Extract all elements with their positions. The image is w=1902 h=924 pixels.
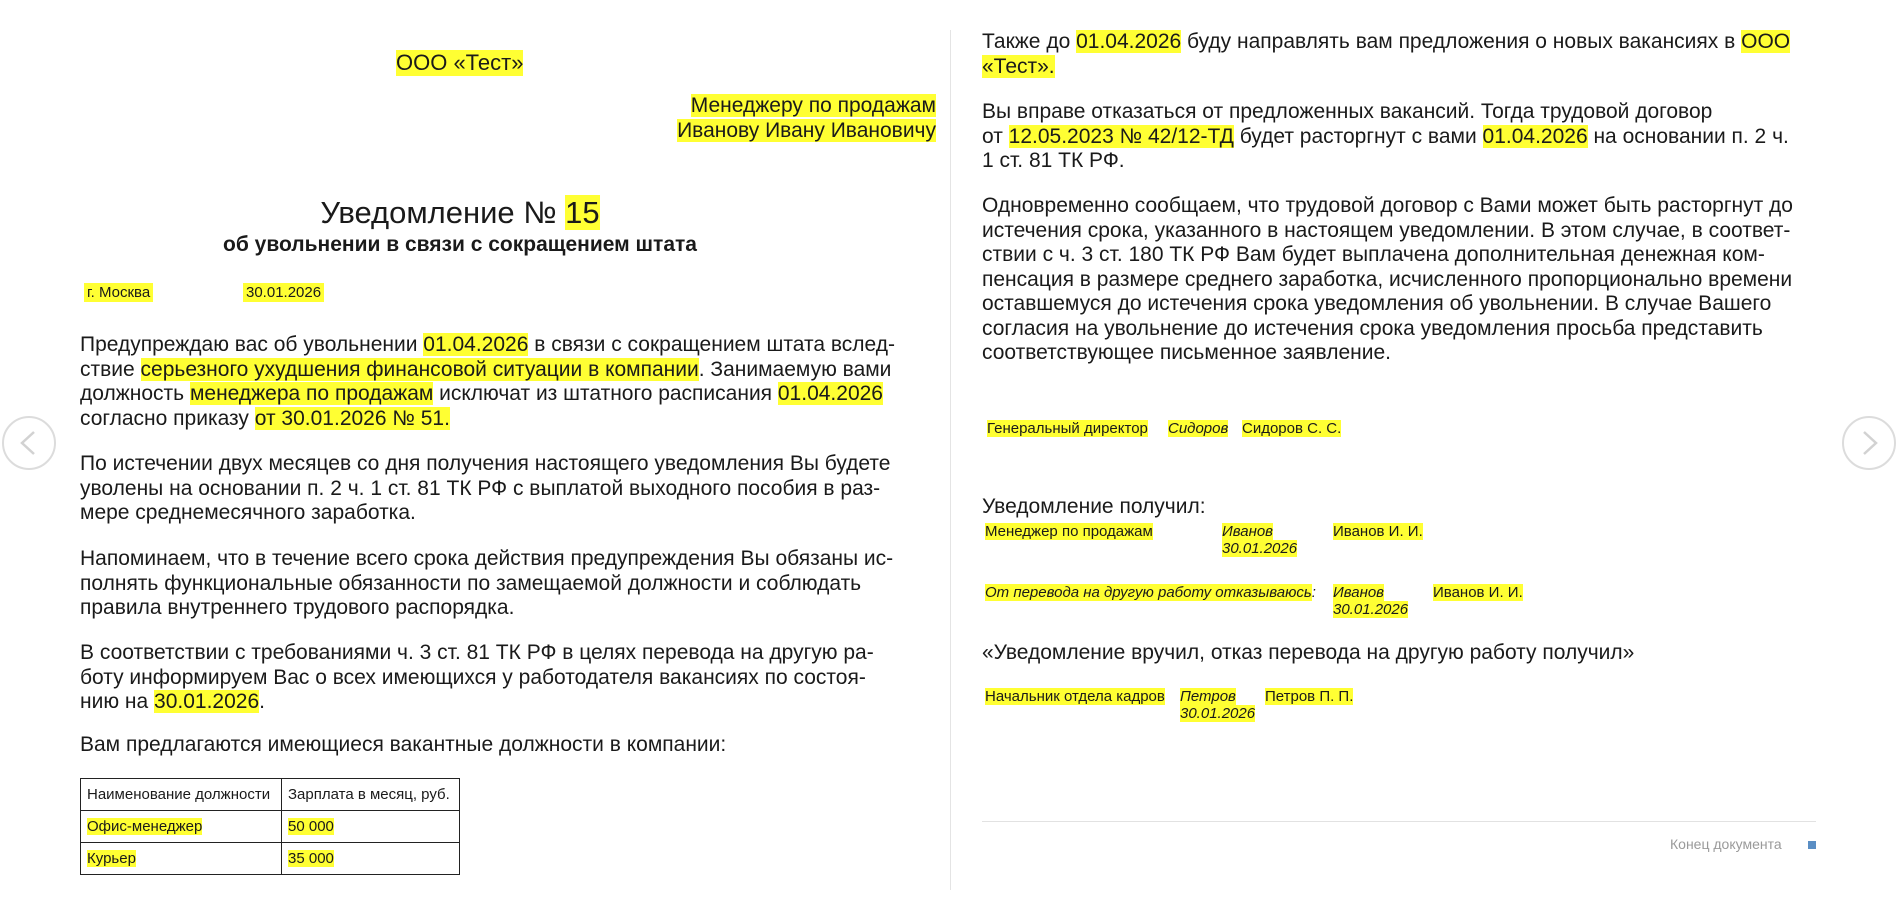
text: на основании п. 2 ч. [1587,124,1789,148]
hr-date: 30.01.2026 [1180,705,1256,722]
text: от [982,124,1009,148]
notice-number: 15 [565,195,600,230]
document-subtitle: об увольнении в связи с сокращением штата [223,233,697,256]
exclusion-date: 01.04.2026 [777,382,883,405]
title-prefix: Уведомление № [320,195,566,230]
receiver-date: 30.01.2026 [1222,540,1298,557]
addressee [677,94,936,143]
refusal-name: Иванов И. И. [1433,584,1523,601]
left-page [0,0,950,924]
text: В соответствии с требованиями ч. 3 ст. 81 ТК РФ в целях перевода на другую ра- [80,641,874,664]
hr-signature: Петров [1180,688,1236,705]
text: оставшемуся до истечения срока уведомления об увольнении. В случае Вашего [982,292,1772,315]
table-header-row [81,779,460,811]
paragraph-dismissal [80,333,940,431]
director-position: Генеральный директор [987,420,1148,437]
termination-date: 01.04.2026 [1482,124,1588,148]
text: . [259,690,265,713]
paragraph-refusal-consequence [982,100,1842,174]
text: согласно приказу [80,406,255,430]
paragraph-early-termination [982,194,1842,366]
text: должность [80,382,190,405]
text: ствие [80,357,141,381]
text: ствии с ч. 3 ст. 180 ТК РФ Вам будет выплачена дополнительная денежная ком- [982,243,1765,266]
dismissal-date: 01.04.2026 [423,333,529,356]
next-page-button[interactable] [1842,416,1896,470]
text: пенсация в размере среднего заработка, исчисленного пропорционально времени [982,267,1793,291]
refusal-signature: Иванов [1333,584,1384,601]
refusal-text: От перевода на другую работу отказываюсь [985,584,1312,601]
text: полнять функциональные обязанности по замещаемой должности и соблюдать [80,571,862,595]
text: в связи с сокращением штата вслед- [528,333,895,356]
position-name: менеджера по продажам [189,382,434,405]
table-header: Зарплата в месяц, руб. [282,779,460,811]
addressee-name: Иванову Ивану Ивановичу [677,118,936,142]
text: согласия на увольнение до истечения срока уведомления просьба представить [982,316,1763,340]
text: 1 ст. 81 ТК РФ. [982,149,1125,172]
received-label: Уведомление получил: [982,495,1206,518]
paragraph-vacancies-offer: Вам предлагаются имеющиеся вакантные должности в компании: [80,733,727,756]
table-cell [282,843,460,875]
text: По истечении двух месяцев со дня получения настоящего уведомления Вы будете [80,452,891,475]
company-name: «Тест». [982,54,1055,78]
document-date: 30.01.2026 [243,283,324,302]
text: буду направлять вам предложения о новых вакансиях в [1181,30,1742,53]
text: Одновременно сообщаем, что трудовой договор с Вами может быть расторгнут до [982,194,1793,217]
text: исключат из штатного расписания [433,382,778,405]
director-name: Сидоров С. С. [1242,420,1342,437]
table-cell [282,811,460,843]
paragraph-new-vacancies [982,30,1842,79]
handed-statement: «Уведомление вручил, отказ перевода на другую работу получил» [982,641,1635,664]
paragraph-duties [80,547,940,621]
text: уволены на основании п. 2 ч. 1 ст. 81 ТК РФ с выплатой выходного пособия в раз- [80,476,881,500]
table-row [81,843,460,875]
text: правила внутреннего трудового распорядка. [80,596,515,619]
table-header: Наименование должности [81,779,282,811]
text: нию на [80,690,155,713]
vacancies-table [80,778,460,875]
table-row [81,811,460,843]
end-of-document-label: Конец документа [1670,836,1782,852]
vacancy-title: Офис-менеджер [87,818,203,835]
end-marker-icon [1808,841,1816,849]
end-divider [982,821,1816,822]
receiver-name: Иванов И. И. [1333,523,1423,540]
text: соответствующее письменное заявление. [982,341,1392,364]
text: мере среднемесячного заработка. [80,501,416,524]
text: Предупреждаю вас об увольнении [80,333,424,356]
vacancy-salary: 35 000 [288,850,334,867]
paragraph-severance [80,452,940,526]
hr-position: Начальник отдела кадров [985,688,1165,705]
text: Вы вправе отказаться от предложенных вакансий. Тогда трудовой договор [982,100,1713,123]
organization-name: ООО «Тест» [396,50,524,75]
vacancy-salary: 50 000 [288,818,334,835]
page-divider [950,30,951,890]
table-cell [81,843,282,875]
vacancy-title: Курьер [87,850,136,867]
text: будет расторгнут с вами [1233,124,1483,148]
text: боту информируем Вас о всех имеющихся у работодателя вакансиях по состоя- [80,665,866,689]
contract-reference: 12.05.2023 № 42/12-ТД [1008,124,1234,148]
chevron-right-icon [1844,418,1894,468]
paragraph-vacancies-info [80,641,940,715]
table-cell [81,811,282,843]
text: Напоминаем, что в течение всего срока действия предупреждения Вы обязаны ис- [80,547,894,570]
addressee-position: Менеджеру по продажам [690,94,936,117]
refusal-statement: От перевода на другую работу отказываюсь: [985,584,1316,601]
text: . Занимаемую вами [698,357,892,381]
text: Также до [982,30,1077,53]
refusal-date: 30.01.2026 [1333,601,1409,618]
text: истечения срока, указанного в настоящем уведомлении. В этом случае, в соответ- [982,218,1791,242]
document-title [0,194,920,232]
offer-deadline: 01.04.2026 [1076,30,1182,53]
hr-name: Петров П. П. [1265,688,1354,705]
vacancies-date: 30.01.2026 [154,690,260,713]
company-name: ООО [1741,30,1791,53]
order-reference: от 30.01.2026 № 51. [254,406,450,430]
director-signature: Сидоров [1168,420,1229,437]
reduction-reason: серьезного ухудшения финансовой ситуации в компании [140,357,699,381]
receiver-signature: Иванов [1222,523,1273,540]
place: г. Москва [84,283,153,302]
receiver-position: Менеджер по продажам [985,523,1153,540]
